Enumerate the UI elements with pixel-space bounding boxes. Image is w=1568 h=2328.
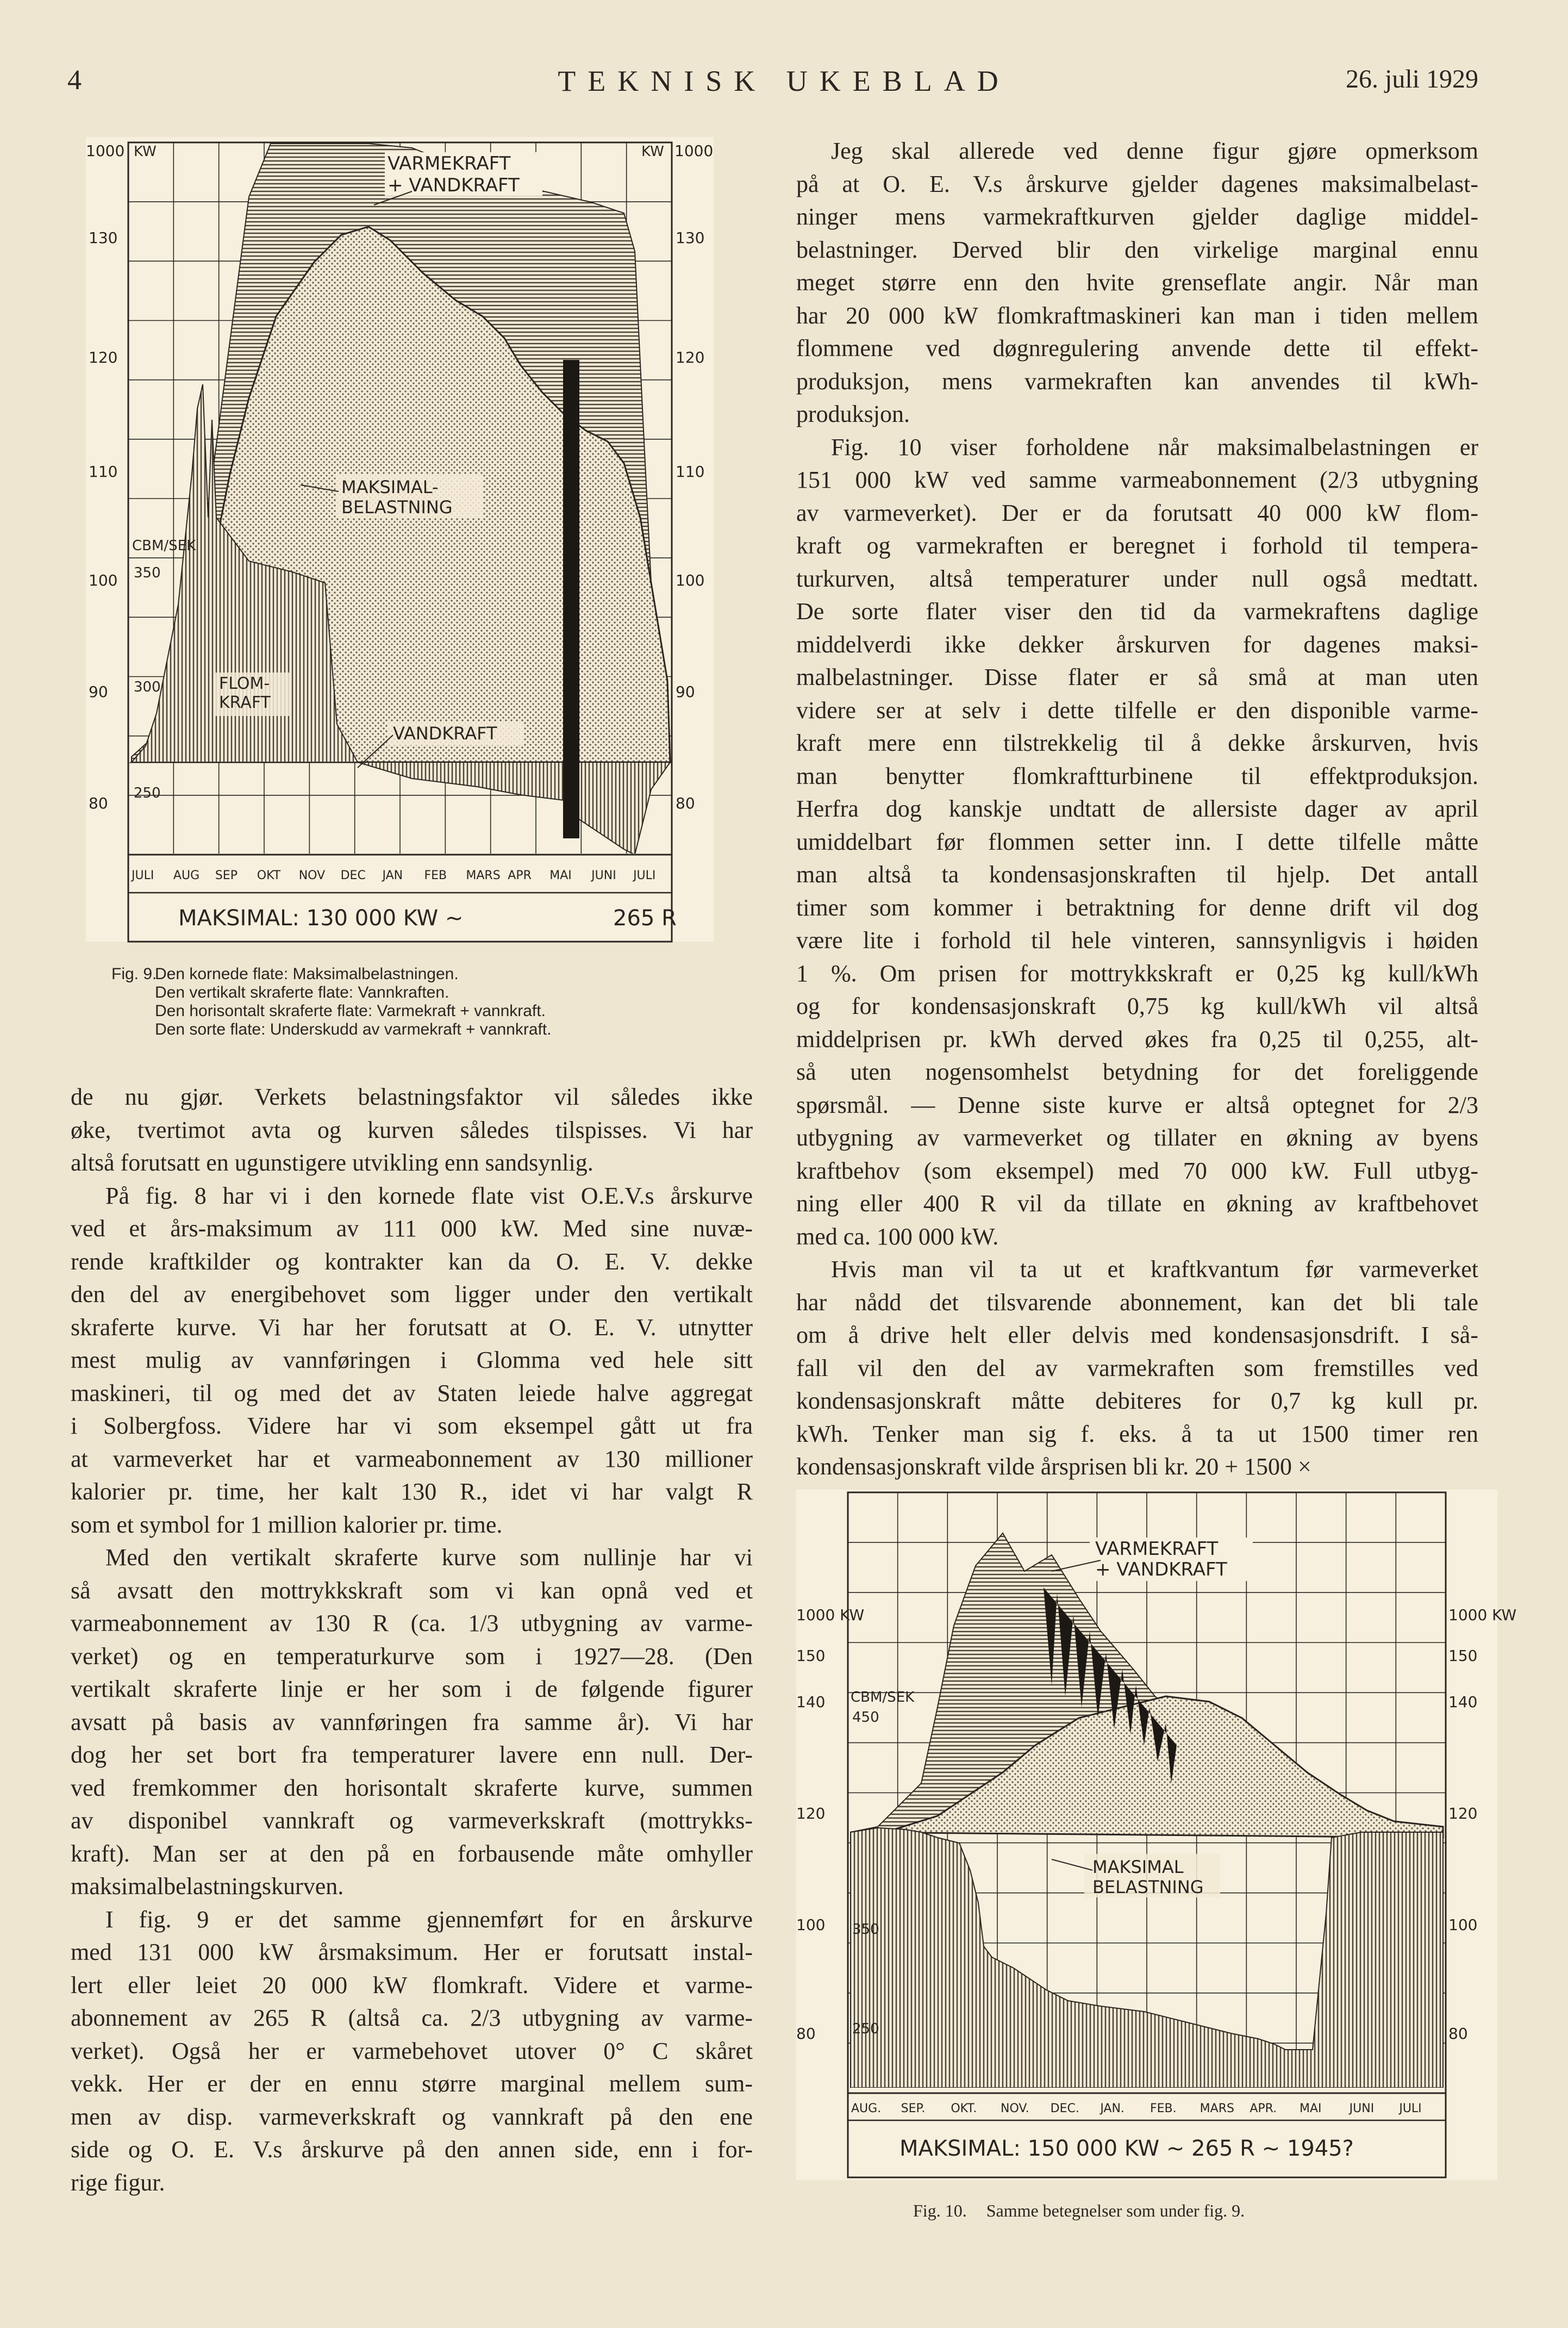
text-line: abonnement av 265 R (altså ca. 2/3 utbygning av varme-: [71, 2005, 753, 2031]
flow-tick: 300: [134, 679, 161, 695]
text-line: at varmeverket har et varmeabonnement av 130 millioner: [71, 1445, 753, 1472]
text-line: turkurven, altså temperaturer under null også medtatt.: [796, 565, 1478, 592]
text-line: rige figur.: [71, 2169, 165, 2196]
paragraph: [71, 1903, 753, 2200]
text-line: i Solbergfoss. Videre har vi som eksempel gått ut fra: [71, 1412, 753, 1439]
left-axis-tick: 1000: [86, 142, 125, 160]
month-label: AUG: [173, 869, 200, 882]
right-axis-unit: KW: [641, 144, 664, 160]
paragraph: [796, 135, 1478, 431]
text-line: meget større enn den hvite grenseflate angir. Når man: [796, 269, 1478, 296]
text-line: ved et års-maksimum av 111 000 kW. Med sine nuvæ-: [71, 1215, 753, 1242]
month-label: MAI: [1300, 2102, 1322, 2115]
paragraph: [71, 1541, 753, 1903]
right-axis-tick: 100: [676, 571, 705, 589]
month-label: APR: [508, 869, 532, 882]
left-axis-tick: 140: [796, 1693, 826, 1711]
text-line: man altså ta kondensasjonskraften til hjelp. Det antall: [796, 861, 1478, 888]
right-text-column: [796, 135, 1478, 1484]
page-number: 4: [67, 65, 82, 96]
left-axis-tick: 80: [89, 794, 108, 812]
text-line: være lite i forhold til hele vinteren, sannsynligvis i høiden: [796, 927, 1478, 954]
text-line: med ca. 100 000 kW.: [796, 1223, 999, 1250]
figure-10-footer: MAKSIMAL: 150 000 KW ~ 265 R ~ 1945?: [899, 2136, 1354, 2161]
month-label: JAN: [382, 869, 403, 882]
paragraph: [71, 1180, 753, 1542]
label-plus-vandkraft: + VANDKRAFT: [388, 175, 520, 196]
text-line: på at O. E. V.s årskurve gjelder dagenes maksimalbelast-: [796, 170, 1478, 197]
month-label: OKT.: [951, 2102, 977, 2115]
text-line: umiddelbart før flommen setter inn. I dette tilfelle måtte: [796, 828, 1478, 855]
text-line: 1 %. Om prisen for mottrykkskraft er 0,25 kg kull/kWh: [796, 960, 1478, 987]
text-line: dog her set bort fra temperaturer lavere enn null. Der-: [71, 1741, 753, 1768]
text-line: av disponibel vannkraft og varmeverkskraft (mottrykks-: [71, 1807, 753, 1834]
text-line: ved fremkommer den horisontalt skraferte kurve, summen: [71, 1774, 753, 1801]
text-line: produksjon.: [796, 401, 910, 427]
text-line: flommene ved døgnregulering anvende dette til effekt-: [796, 335, 1478, 362]
text-line: kraft). Man ser at den på en forbausende måte omhyller: [71, 1840, 753, 1867]
left-axis-tick: 110: [89, 463, 118, 481]
month-label: JUNI: [591, 869, 616, 882]
text-line: altså forutsatt en ugunstigere utvikling enn sandsynlig.: [71, 1149, 594, 1176]
text-line: De sorte flater viser den tid da varmekraftens daglige: [796, 598, 1478, 625]
text-line: Herfra dog kanskje undtatt de allersiste dager av april: [796, 795, 1478, 822]
right-axis-tick: 1000 KW: [1448, 1606, 1517, 1624]
month-label: NOV.: [1001, 2102, 1029, 2115]
text-line: Jeg skal allerede ved denne figur gjøre opmerksom: [831, 138, 1478, 164]
month-label: DEC.: [1050, 2102, 1079, 2115]
flow-unit: CBM/SEK: [851, 1689, 915, 1705]
figure-9-footer-right: 265 R: [613, 906, 677, 931]
text-line: har nådd det tilsvarende abonnement, kan det bli tale: [796, 1289, 1478, 1316]
figure-9-footer-left: MAKSIMAL: 130 000 KW ~: [178, 906, 464, 931]
left-axis-tick: 90: [89, 683, 108, 701]
text-line: 151 000 kW ved samme varmeabonnement (2/3 utbygning: [796, 466, 1478, 493]
text-line: Med den vertikalt skraferte kurve som nullinje har vi: [105, 1544, 753, 1571]
month-label: JULI: [1399, 2102, 1422, 2115]
text-line: produksjon, mens varmekraften kan anvendes til kWh-: [796, 368, 1478, 395]
text-line: øke, tvertimot avta og kurven således tilspisses. Vi har: [71, 1116, 753, 1143]
text-line: avsatt på basis av vannføringen fra samme år). Vi har: [71, 1708, 753, 1735]
text-line: Hvis man vil ta ut et kraftkvantum før varmeverket: [831, 1256, 1478, 1283]
text-line: og for kondensasjonskraft 0,75 kg kull/kWh vil altså: [796, 993, 1478, 1019]
text-line: middelverdi ikke dekker årskurven for dagenes maksi-: [796, 631, 1478, 658]
figure-10-caption: [913, 2201, 1457, 2221]
month-label: SEP: [215, 869, 238, 882]
month-label: FEB: [424, 869, 447, 882]
left-axis-unit: KW: [134, 144, 157, 160]
text-line: kalorier pr. time, her kalt 130 R., idet vi har valgt R: [71, 1478, 753, 1505]
text-line: timer som kommer i betraktning for denne drift vil dog: [796, 894, 1478, 921]
text-line: mest mulig av vannføringen i Glomma ved hele sitt: [71, 1347, 753, 1373]
journal-title: TEKNISK UKEBLAD: [558, 65, 1010, 97]
label-flomkraft-1: FLOM-: [219, 674, 270, 693]
text-line: belastninger. Derved blir den virkelige marginal ennu: [796, 236, 1478, 263]
month-label: JULI: [132, 869, 154, 882]
text-line: vertikalt skraferte linje er her som i de følgende figurer: [71, 1676, 753, 1702]
text-line: fall vil den del av varmekraften som fremstilles ved: [796, 1354, 1478, 1381]
right-axis-tick: 1000: [674, 142, 714, 160]
figure-10: [796, 1490, 1517, 2180]
figure-9-caption-label: Fig. 9.: [111, 965, 157, 983]
left-axis-tick: 1000 KW: [796, 1606, 865, 1624]
text-line: Fig. 10 viser forholdene når maksimalbelastningen er: [831, 433, 1478, 460]
text-line: maksimalbelastningskurven.: [71, 1873, 344, 1900]
left-axis-tick: 80: [796, 2025, 816, 2043]
page-header: [0, 64, 1568, 108]
month-label: DEC: [340, 869, 366, 882]
month-label: MARS: [1200, 2102, 1234, 2115]
month-label: FEB.: [1150, 2102, 1177, 2115]
caption-line: Den horisontalt skraferte flate: Varmekraft + vannkraft.: [155, 1002, 546, 1020]
left-axis-tick: 100: [796, 1916, 826, 1934]
figure-10-chart: [796, 1490, 1517, 2180]
text-line: utbygning av varmeverket og tillater en økning av byens: [796, 1124, 1478, 1151]
caption-line: Den vertikalt skraferte flate: Vannkraften.: [155, 984, 449, 1001]
text-line: som et symbol for 1 million kalorier pr. time.: [71, 1511, 503, 1538]
text-line: så uten nogensomhelst betydning for det foreliggende: [796, 1059, 1478, 1085]
text-line: ning eller 400 R vil da tillate en økning av kraftbehovet: [796, 1190, 1478, 1217]
text-line: vekk. Her er der en ennu større marginal mellem sum-: [71, 2070, 753, 2097]
month-label: MAI: [549, 869, 572, 882]
text-line: de nu gjør. Verkets belastningsfaktor vil således ikke: [71, 1084, 753, 1110]
text-line: har 20 000 kW flomkraftmaskineri kan man i tiden mellem: [796, 302, 1478, 329]
right-axis-tick: 150: [1448, 1647, 1478, 1665]
text-line: verket). Også her er varmebehovet utover 0° C skåret: [71, 2037, 753, 2064]
month-label: AUG.: [851, 2102, 882, 2115]
paragraph: [796, 431, 1478, 1254]
text-line: verket) og en temperaturkurve som i 1927—28. (Den: [71, 1642, 753, 1670]
text-line: kondensasjonskraft vilde årsprisen bli kr. 20 + 1500 ×: [796, 1453, 1311, 1480]
text-line: videre ser at selv i dette tilfelle er den disponible varme-: [796, 696, 1478, 724]
issue-date: 26. juli 1929: [1345, 65, 1478, 94]
text-line: ninger mens varmekraftkurven gjelder daglige middel-: [796, 203, 1478, 230]
right-axis-tick: 80: [676, 794, 695, 812]
text-line: varmeabonnement av 130 R (ca. 1/3 utbygning av varme-: [71, 1610, 753, 1636]
underskudd-area: [563, 360, 579, 838]
label-flomkraft-2: KRAFT: [219, 693, 271, 712]
text-line: maskineri, til og med det av Staten leiede halve aggregat: [71, 1379, 753, 1406]
label-varmekraft: VARMEKRAFT: [1095, 1538, 1219, 1560]
text-line: middelprisen pr. kWh derved økes fra 0,25 til 0,255, alt-: [796, 1025, 1478, 1053]
text-line: kWh. Tenker man sig f. eks. å ta ut 1500 timer ren: [796, 1420, 1478, 1447]
text-line: om å drive helt eller delvis med kondensasjonsdrift. I så-: [796, 1322, 1478, 1348]
right-axis-tick: 80: [1448, 2025, 1468, 2043]
label-maksimal: MAKSIMAL-: [341, 477, 439, 497]
caption-line: Den kornede flate: Maksimalbelastningen.: [155, 965, 459, 983]
text-line: rende kraftkilder og kontrakter kan da O. E. V. dekke: [71, 1248, 753, 1275]
flow-tick: 250: [852, 2021, 879, 2037]
label-plus-vandkraft: + VANDKRAFT: [1095, 1559, 1227, 1580]
left-axis-tick: 130: [89, 229, 118, 247]
paragraph: [796, 1253, 1478, 1484]
month-label: JAN.: [1100, 2102, 1125, 2115]
left-axis-tick: 150: [796, 1647, 826, 1665]
flow-tick: 350: [134, 565, 161, 581]
figure-10-caption-text: Samme betegnelser som under fig. 9.: [986, 2201, 1245, 2220]
figure-10-caption-label: Fig. 10.: [913, 2201, 967, 2220]
label-maksimal: MAKSIMAL: [1092, 1857, 1184, 1877]
month-label: JULI: [633, 869, 656, 882]
month-label: SEP.: [901, 2102, 926, 2115]
right-axis-tick: 140: [1448, 1693, 1478, 1711]
flow-tick: 450: [852, 1709, 879, 1726]
text-line: kraft og varmekraften er beregnet i forhold til tempera-: [796, 532, 1478, 559]
month-label: APR.: [1250, 2102, 1277, 2115]
right-axis-tick: 110: [676, 463, 705, 481]
flow-tick: 350: [852, 1921, 879, 1938]
label-varmekraft: VARMEKRAFT: [388, 153, 511, 175]
text-line: med 131 000 kW årsmaksimum. Her er forutsatt instal-: [71, 1939, 753, 1965]
text-line: man benytter flomkraftturbinene til effektproduksjon.: [796, 762, 1478, 789]
right-axis-tick: 130: [676, 229, 705, 247]
month-axis: [851, 2102, 1422, 2115]
text-line: lert eller leiet 20 000 kW flomkraft. Videre et varme-: [71, 1971, 753, 1999]
text-line: På fig. 8 har vi i den kornede flate vist O.E.V.s årskurve: [105, 1182, 753, 1209]
flow-unit: CBM/SEK: [132, 538, 196, 554]
flow-tick: 250: [134, 785, 161, 801]
month-label: MARS: [466, 869, 501, 882]
text-line: den del av energibehovet som ligger under den vertikalt: [71, 1281, 753, 1308]
right-axis-tick: 120: [676, 348, 705, 366]
right-axis-tick: 120: [1448, 1804, 1478, 1822]
text-line: skraferte kurve. Vi har her forutsatt at O. E. V. utnytter: [71, 1314, 753, 1341]
text-line: kraft mere enn tilstrekkelig til å dekke årskurven, hvis: [796, 730, 1478, 756]
month-label: OKT: [257, 869, 281, 882]
paragraph: [71, 1081, 753, 1180]
label-vandkraft: VANDKRAFT: [393, 723, 497, 744]
figure-9: [86, 137, 714, 942]
month-label: JUNI: [1349, 2102, 1375, 2115]
text-line: spørsmål. — Denne siste kurve er altså optegnet for 2/3: [796, 1091, 1478, 1118]
label-belastning: BELASTNING: [1092, 1877, 1204, 1897]
left-axis-tick: 120: [89, 348, 118, 366]
month-label: NOV: [298, 869, 326, 882]
caption-line: Den sorte flate: Underskudd av varmekraft + vannkraft.: [155, 1020, 552, 1038]
text-line: I fig. 9 er det samme gjennemført for en årskurve: [105, 1906, 753, 1933]
text-line: side og O. E. V.s årskurve på den annen side, enn i for-: [71, 2136, 753, 2163]
figure-9-chart: [86, 137, 714, 942]
text-line: men av disp. varmeverkskraft og vannkraft på den ene: [71, 2103, 753, 2130]
text-line: kraftbehov (som eksempel) med 70 000 kW. Full utbyg-: [796, 1157, 1478, 1184]
text-line: kondensasjonskraft måtte debiteres for 0,7 kg kull pr.: [796, 1387, 1478, 1414]
left-axis-tick: 100: [89, 571, 118, 589]
right-axis-tick: 100: [1448, 1916, 1478, 1934]
text-line: så avsatt den mottrykkskraft som vi kan opnå ved et: [71, 1577, 753, 1604]
right-axis-tick: 90: [676, 683, 695, 701]
left-text-column: [71, 1081, 753, 2199]
text-line: av varmeverket). Der er da forutsatt 40 000 kW flom-: [796, 499, 1478, 526]
label-belastning: BELASTNING: [341, 497, 453, 518]
left-axis-tick: 120: [796, 1804, 826, 1822]
text-line: malbelastninger. Disse flater er så små at man uten: [796, 664, 1478, 690]
